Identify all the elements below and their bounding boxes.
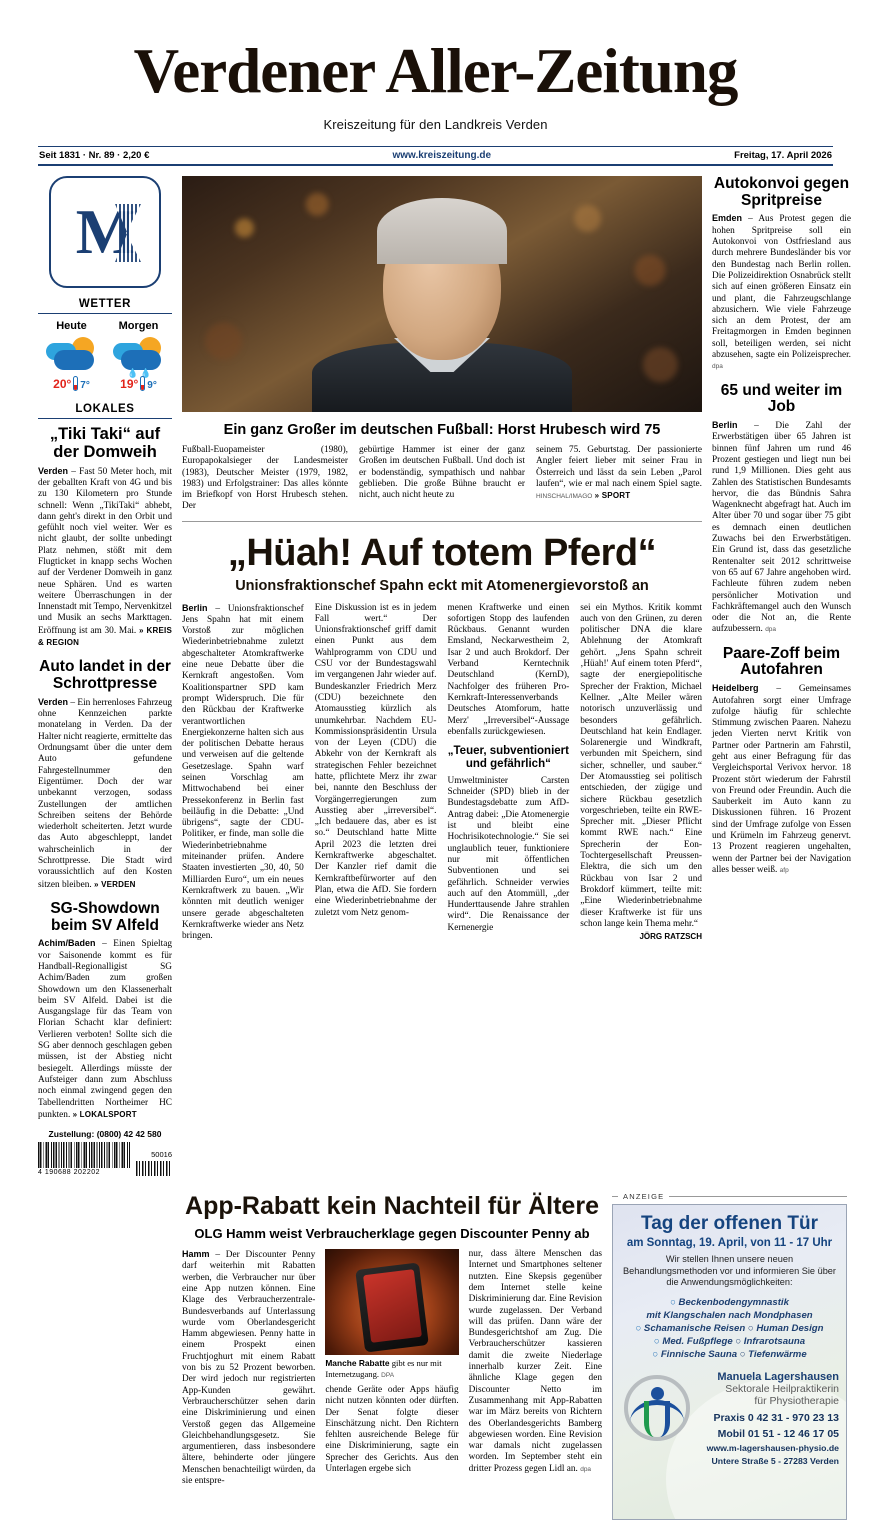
- masthead-divider-bottom: [38, 164, 833, 166]
- caption-bold: Manche Rabatte: [325, 1358, 390, 1369]
- ad-subtitle: am Sonntag, 19. April, von 11 - 17 Uhr: [626, 1237, 833, 1250]
- bullet-icon: ○: [653, 1335, 663, 1347]
- article-sg-showdown[interactable]: [38, 901, 172, 1121]
- mk-logo-letter: M: [75, 196, 135, 267]
- lead-column-body: Eine Diskussion ist es in jedem Fall wert.“ Der Unionsfraktionschef griff damit einen Punkt aus dem Wahlprogramm von CDU und CSU vor der Bundestagswahl im vergangenen Jahr wieder auf. Bundeskanzler Friedrich Merz (CDU) bezeichnete den Atomausstieg kürzlich als unumkehrbar. Nachdem EU-Kommissionspräsidentin Ursula von der Leyen (CDU) die Abkehr von der Kernkraft als strategischen Fehler bezeichnet hatte, pflichtete Merz ihr zwar bei, nannte den Beschluss der Vorgängerregierungen zum Ausstieg aber „irreversibel“. „Ich bedauere das, aber es ist so.“ Deutschland hatte Mitte April 2023 die letzten drei Kernkraftwerke abgeschaltet. Der Kanzler rief damit die Kernkraftbefürworter auf den Plan, etwa die AfD. Sie fordern eine Wiederinbetriebnahme der zuletzt vom Netz genom-: [314, 602, 437, 918]
- lead-byline: JÖRG RATZSCH: [639, 932, 702, 942]
- photo-caption-headline: Ein ganz Großer im deutschen Fußball: Horst Hrubesch wird 75: [223, 422, 661, 438]
- weather-temps: [38, 376, 105, 391]
- weather-row: [38, 320, 172, 391]
- article-credit: dpa: [765, 626, 777, 634]
- lead-column-4: [580, 603, 702, 943]
- bullet-icon: ○: [652, 1348, 661, 1360]
- image-credit: DPA: [381, 1371, 395, 1379]
- article-body: [38, 697, 172, 891]
- cloud-shape-dark: [121, 350, 161, 370]
- caption-text: seinem 75. Geburtstag. Der passionierte Angler feiert lieber mit seiner Frau in Österreich und lässt da sein Leben „Parol laufen“, wie er mal nach einem Spiel sagte.: [536, 445, 702, 489]
- ad-box[interactable]: [612, 1204, 847, 1520]
- ad-service-list: [620, 1296, 839, 1361]
- thermometer-icon: [140, 376, 145, 391]
- bottom-dateline: Hamm: [182, 1249, 210, 1260]
- bullet-icon: ○: [635, 1322, 644, 1334]
- caption-rest: gibt es nur mit Internetzugang.: [325, 1358, 442, 1379]
- article-dateline: Berlin: [712, 420, 738, 431]
- right-sidebar: [712, 176, 851, 1176]
- caption-column: Fußball-Euopameister (1980), Europapokalsieger der Landesmeister (1983), Deutscher Meister (1979, 1982, 1983) und Erfolgstrainer: Das alles könnte im Briefkopf von Horst Hrubesch stehen. Der: [182, 445, 348, 512]
- lead-column-body: menen Kraftwerke und einen sofortigen Stopp des laufenden Rückbaus. Genannt wurden Emsland, Neckarwestheim 2, Isar 2 und auch Brokdorf. Der Verband Kerntechnik Deutschland (KernD), Nachfolger des früheren Pro-Kernkraft-Interessenverbands Deutsches Atomforum, hatte Merz' „Irreversibel“-Aussage ebenfalls zurückgewiesen.: [447, 602, 570, 737]
- lokales-divider: [38, 418, 172, 419]
- mk-logo: [49, 176, 161, 288]
- rain-drops-icon: 💧💧: [127, 368, 154, 378]
- service-label: Schamanische Reisen ○ Human Design: [643, 1322, 824, 1334]
- photo-caption-columns: [182, 445, 702, 513]
- ad-website[interactable]: www.m-lagershausen-physio.de: [706, 1442, 839, 1453]
- article-headline: Auto landet in der Schrottpresse: [39, 658, 171, 693]
- lead-column-1: [182, 603, 304, 943]
- barcode-side: [136, 1161, 172, 1176]
- article-text: – Einen Spieltag vor Saisonende kommt es für Handball-Regionalligist SG Achim/Baden zum großen Showdown um den Klassenerhalt beim SV Alfeld. Dabei ist die Ausgangslage für das Team von Florian Schacht klar definiert: Verlieren verboten! Sollte sich die SG aber dennoch geschlagen geben müssen, ist der Abstieg nicht besiegelt. Allerdings müsste der Aufsteiger dann zum Abschluss noch einmal zwingend gegen den Tabellendritten Northeimer HC punkten.: [38, 939, 172, 1120]
- temp-high: 19°: [120, 376, 139, 391]
- ad-role-line-2: für Physiotherapie: [754, 1395, 839, 1408]
- lead-dateline: Berlin: [182, 602, 208, 613]
- bottom-text: nur, dass ältere Menschen das Internet und Smartphones seltener nutzten. Eine Skepsis gegenüber dem Internet stelle keine Diskriminierung dar. Eine Revision wurde zugelassen. Der Verband will das prüfen. Dann wäre der Bundesgerichtshof am Zug. Die Verbraucherschützer kassieren damit die zweite Niederlage innerhalb kurzer Zeit. Eine ähnliche Klage gegen den Discounter Netto im Zusammenhang mit App-Rabatten war im März bereits von Richtern des Oberlandesgerichts Bamberg abgewiesen worden. Eine Revision war damals nicht zugelassen worden. Im September steht ein dritter Prozess gegen Lidl an.: [468, 1249, 602, 1474]
- weather-day-label: Morgen: [118, 320, 159, 332]
- article-headline: Autokonvoi gegen Spritpreise: [713, 175, 850, 209]
- lead-subheadline: Unionsfraktionschef Spahn eckt mit Atomenergievorstoß an: [235, 577, 649, 594]
- article-body: [38, 938, 172, 1121]
- article-dateline: Emden: [712, 213, 743, 224]
- ad-phone-praxis[interactable]: Praxis 0 42 31 - 970 23 13: [713, 1411, 839, 1424]
- ad-address: Untere Straße 5 - 27283 Verden: [711, 1455, 839, 1466]
- bottom-story-columns: [182, 1249, 602, 1487]
- photo-caption: [325, 1358, 458, 1381]
- cloud-shape-dark: [54, 350, 94, 370]
- lead-headline: „Hüah! Auf totem Pferd“: [227, 531, 657, 574]
- lead-column-body: sei ein Mythos. Kritik kommt auch von den Grünen, zu deren politischer DNA die klare Ablehnung der Atomkraft gehört. „Jens Spahn schreit ‚Hüah!' Auf einem toten Pferd“, sagte der energiepolitische Sprecher der Fraktion, Michael Kellner. „Alte Meiler wären notorisch unzuverlässig und besonders gefährlich. Deutschland hat kein Endlager. Solarenergie und Windkraft, verbunden mit Speichern, sind sicher, schneller, und sauber.“ Der Atomausstieg sei politisch entschieden, der zügige und sichere Rückbau gesetzlich vorgeschrieben, teilte ein RWE-Sprecher mit. „Dieser Pflicht kommt RWE nach.“ Eine Sprecherin der Eon-Tochtergesellschaft Preussen-Elektra, die sich um den Rückbau von Isar 2 und Brokdorf kümmert, teilte mit: „Eine Wiederinbetriebnahme dieser Kraftwerke ist für uns schon lange kein Thema mehr.“: [580, 602, 702, 929]
- article-body: [38, 466, 172, 650]
- photo-ref[interactable]: » SPORT: [594, 491, 631, 501]
- bottom-column-body: [469, 1249, 602, 1475]
- ad-contact-info: [700, 1371, 839, 1466]
- temp-low: 9°: [147, 380, 157, 391]
- barcode-main: [38, 1142, 130, 1168]
- article-text: – Fast 50 Meter hoch, mit der geballten Kraft von 4G und bis zu 130 Kilometern pro Stunde schnell: Wenn „TikiTaki“ abhebt, dann geht's direkt in den Orbit und gefühlt noch viel weiter. Wer es nicht glaubt, der sollte unbedingt Platz nehmen, stößt mit dem Flugticket in knapp sechs Wochen auf der Verdener Domweih in ganz neue Sphären. Und es warten weitere Überraschungen in der Innenstadt mit Tempo, Nervenkitzel und Musik an sechs Markttagen. Eröffnung ist am 30. Mai.: [38, 466, 172, 636]
- lead-column-2: [315, 603, 437, 943]
- article-paare-zoff[interactable]: [712, 646, 851, 877]
- article-autokonvoi[interactable]: [712, 176, 851, 373]
- bullet-icon: ○: [670, 1296, 679, 1308]
- advertisement[interactable]: [612, 1192, 847, 1520]
- ad-service-item: [620, 1296, 839, 1309]
- issue-info: Seit 1831 · Nr. 89 · 2,20 €: [39, 150, 150, 161]
- photo-credit: HINSCHAL/IMAGO: [536, 493, 593, 501]
- article-65-und-weiter[interactable]: [712, 383, 851, 636]
- sun-cloud-rain-icon: [105, 335, 172, 378]
- article-text: – Ein herrenloses Fahrzeug ohne Kennzeichen parkte monatelang in Verden. Da der Halter nicht reagierte, ermittelte das Ordnungsamt über die unter dem Auto gefundene Fahrgestellnummer den Eigentümer. Doch der war unbekannt verzogen, sodass Zustellungen der amtlichen Schreiben seitens der Behörde wiederholt scheiterten. Jetzt wurde das Auto abgeschleppt, landet wahrscheinlich in der Schrottpresse. Die Stadt wird voraussichtlich auf den Kosten sitzen bleiben.: [38, 697, 172, 890]
- sun-cloud-icon: [38, 335, 105, 375]
- article-text: – Gemeinsames Autofahren sorgt einer Umfrage zufolge häufig für schlechte Stimmung zwischen Paaren. Nahezu jeden Vierten nervt Kritik von Partner oder Partnerin am Fahrstil, geht aus einer Befragung für das Vergleichsportal Verivox hervor. 18 Prozent stört wiederum der Fahrstil von Freund oder Freundin. Auch die Sauberkeit im Auto kann zu Diskussionen führen. 16 Prozent sind der Umfrage zufolge von Essen und Krümeln im Fahrzeug genervt. 13 Prozent reagieren ungehalten, wenn der Partner bei der Navigation alles besser weiß.: [712, 684, 851, 875]
- photo-subject-hair: [377, 198, 507, 264]
- article-ref[interactable]: » KREIS & REGION: [38, 625, 172, 648]
- lokales-section-label: LOKALES: [75, 403, 135, 415]
- article-dateline: Verden: [38, 465, 69, 476]
- bottom-subheadline: OLG Hamm weist Verbraucherklage gegen Discounter Penny ab: [194, 1226, 590, 1242]
- weather-tomorrow: [105, 320, 172, 391]
- article-ref[interactable]: » VERDEN: [94, 879, 136, 889]
- article-tiki-taki[interactable]: [38, 426, 172, 649]
- caption-divider: [182, 521, 702, 522]
- hrubesch-photo: [182, 176, 702, 412]
- newspaper-title: Verdener Aller-Zeitung: [133, 36, 738, 106]
- article-headline: 65 und weiter im Job: [720, 381, 843, 416]
- barcode-side-block: [136, 1150, 172, 1176]
- lead-story-columns: [182, 603, 702, 943]
- bottom-column-2: [325, 1249, 458, 1487]
- bottom-column-body: chende Geräte oder Apps häufig nicht nutzen könnten oder dürften. Der Senat folgte dieser Einschätzung nicht. Den Richtern fehlten ausreichende Belege für eine Diskriminierung, sagte ein Sprecher des Gerichts. Aus den Unterlagen ergebe sich: [325, 1384, 459, 1474]
- thermometer-icon: [73, 376, 78, 391]
- article-body: [712, 683, 851, 876]
- penny-story[interactable]: [182, 1192, 602, 1520]
- barcode-side-number: 50016: [151, 1150, 172, 1160]
- ad-service-item: mit Klangschalen nach Mondphasen: [646, 1309, 813, 1321]
- bottom-headline: App-Rabatt kein Nachteil für Ältere: [185, 1192, 599, 1221]
- bottom-column-1: [182, 1249, 315, 1487]
- ad-phone-mobil[interactable]: Mobil 01 51 - 12 46 17 05: [717, 1427, 839, 1440]
- weather-today: [38, 320, 105, 391]
- newspaper-subtitle: Kreiszeitung für den Landkreis Verden: [323, 117, 548, 132]
- smartphone-photo: [325, 1249, 458, 1355]
- article-dateline: Verden: [38, 696, 69, 707]
- temp-low: 7°: [80, 380, 90, 391]
- masthead-info-bar: [38, 147, 833, 164]
- bottom-credit: dpa: [580, 1465, 592, 1473]
- service-label: Med. Fußpflege ○ Infrarotsauna: [662, 1335, 806, 1347]
- barcode-row: [38, 1142, 172, 1176]
- ad-contact-block: [620, 1371, 839, 1466]
- bottom-text: – Der Discounter Penny darf weiterhin mit Rabatten werben, die Verbraucher nur über eine App nutzen können. Eine Klage des Verbraucherzentrale-Bundesverbands auf Unterlassung wurde vom Oberlandesgericht Hamm abgewiesen. Penny hatte in einem Prospekt einen Fruchtjoghurt mit einem Rabatt von bis zu 52 Prozent beworben. Der wird jedoch nur registrierten App-Kunden gewährt. Verbraucherschützer sehen darin eine Diskriminierung und einen Verstoß gegen das Allgemeine Gleichbehandlungsgesetz. Sie argumentieren, dass insbesondere ältere, behinderte oder jüngere Menschen benachteiligt würden, da sie entspre-: [182, 1250, 316, 1487]
- barcode-digits: 4 190688 202202: [38, 1169, 100, 1177]
- ad-service-item: [620, 1348, 839, 1361]
- service-label: Finnische Sauna ○ Tiefenwärme: [660, 1348, 807, 1360]
- service-label: Beckenbodengymnastik: [678, 1296, 789, 1308]
- article-schrottpresse[interactable]: [38, 659, 172, 891]
- article-dateline: Heidelberg: [712, 683, 759, 694]
- article-credit: dpa: [712, 363, 723, 371]
- physio-logo-icon: [620, 1371, 694, 1466]
- weather-day-label: Heute: [56, 320, 87, 332]
- delivery-phone: Zustellung: (0800) 42 42 580: [48, 1129, 162, 1140]
- ad-person-name: Manuela Lagershausen: [717, 1370, 839, 1383]
- lead-text: – Unionsfraktionschef Jens Spahn hat mit einem Vorstoß zur möglichen Wiederinbetriebnahme zuletzt abgeschalteter Atomkraftwerke eine neue Debatte über die Kernkraft angestoßen. Vom Koalitionspartner SPD kam prompt Widerspruch. Die für den Rückbau der Kraftwerke verantwortlichen Energiekonzerne halten sich aus der politischen Debatte heraus und verweisen auf die geltende Gesetzeslage. Spahn warf seinen Vorschlag am Mittwochabend bei einer Pressekonferenz in Berlin fast beiläufig in die Debatte: „Und übrigens“, sagte der CDU-Politiker, er finde, man solle die Wiederinbetriebnahme miteinander prüfen. Andere Staaten investierten „30, 40, 50 Milliarden Euro“, um ein neues Kernkraftwerk zu bauen. „Wir könnten mit deutlich weniger unsere gerade abgeschalteten Kernkraftwerke wieder ans Netz bringen.: [182, 603, 304, 942]
- article-text: – Die Zahl der Erwerbstätigen über 65 Jahren ist binnen fünf Jahren um rund 46 Prozent gestiegen und liegt nun bei rund 1,9 Millionen. Dies geht aus Zahlen des Statistischen Bundesamts hervor, die das Bündnis Sahra Wagenknecht abgefragt hat. Auch im Alter über 70 und sogar über 75 gibt es demnach einen deutlichen Zuwachs bei den Erwerbstätigen. Ein Grund ist, dass das gesetzliche Rentenalter seit 2012 schrittweise von 65 auf 67 Jahre angehoben wird. Fachleute führen zudem neben persönlicher Motivation und Fachkräftemangel auch den Wunsch oder die Not an, die Rente aufzubessern.: [712, 421, 851, 635]
- article-ref[interactable]: » LOKALSPORT: [72, 1109, 137, 1119]
- main-content: [182, 176, 702, 1176]
- bottom-left-spacer: [38, 1192, 172, 1520]
- logo-figure-head: [651, 1387, 664, 1400]
- article-dateline: Achim/Baden: [38, 938, 96, 949]
- article-body: [712, 420, 851, 636]
- masthead: [38, 0, 833, 166]
- ad-role-line-1: Sektorale Heilpraktikerin: [725, 1382, 839, 1395]
- bottom-column-body: [182, 1249, 315, 1487]
- phone-screen-shape: [363, 1270, 422, 1343]
- bottom-column-3: [469, 1249, 602, 1487]
- article-headline: SG-Showdown beim SV Alfeld: [50, 899, 160, 934]
- pullquote-body: Umweltminister Carsten Schneider (SPD) blieb in der Bundestagsdebatte zum AfD-Antrag dabei: „Die Atomenergie ist und bleibt eine Hochrisikotechnologie.“ Sie sei unglaublich teuer, funktioniere nur mit öffentlichen Subventionen und sei gefährlich. Schneider verwies auch auf den Atommüll, „der Hunderttausende Jahre strahlen wird“. Die Renaissance der Kernenergie: [447, 775, 570, 933]
- delivery-barcode-block: [38, 1129, 172, 1176]
- lead-column-body: [182, 603, 304, 943]
- main-grid: [38, 175, 851, 1177]
- article-body: [712, 213, 851, 372]
- logo-figure-legs: [644, 1401, 670, 1437]
- article-text: – Aus Protest gegen die hohen Spritpreise soll ein Autokonvoi von Ostfriesland aus durch mehrere Bundesländer bis vor den Bundestag nach Berlin rollen. Die Polizeidirektion Osnabrück stellt sich auf einen größeren Einsatz ein und plant, die Fahrzeugschlange abzusichern. Wie viele Fahrzeuge sich an dem Protest, der am Freitagmorgen in Emden beginnen soll, beteiligen werden, sei nicht abzusehen, sagte ein Polizeisprecher.: [712, 214, 851, 361]
- article-headline: Paare-Zoff beim Autofahren: [722, 644, 841, 679]
- bottom-section: [38, 1192, 839, 1520]
- caption-column: gebürtige Hammer ist einer der ganz Großen im deutschen Fußball. Und doch ist er bodenständig, sympathisch und nahbar geblieben. Die große Bühne braucht er nicht, auch nicht heute zu: [359, 445, 525, 501]
- weather-section-label: WETTER: [78, 298, 132, 310]
- left-sidebar: [38, 176, 172, 1176]
- publication-date: Freitag, 17. April 2026: [734, 150, 832, 161]
- website-link[interactable]: www.kreiszeitung.de: [392, 150, 492, 161]
- caption-column: [536, 445, 702, 513]
- temp-high: 20°: [53, 376, 72, 391]
- ad-service-item: [620, 1322, 839, 1335]
- article-headline: „Tiki Taki“ auf der Domweih: [49, 425, 161, 461]
- ad-service-item: [620, 1335, 839, 1348]
- article-credit: afp: [779, 866, 789, 874]
- ad-intro: Wir stellen Ihnen unsere neuen Behandlungsmethoden vor und informieren Sie über die Anwendungsmöglichkeiten:: [623, 1254, 836, 1288]
- anzeige-label: ANZEIGE: [612, 1192, 847, 1201]
- weather-divider: [38, 313, 172, 314]
- lead-column-3: [448, 603, 570, 943]
- pullquote-heading: „Teuer, subventioniert und gefährlich“: [447, 745, 569, 770]
- ad-title: Tag der offenen Tür: [641, 1213, 818, 1235]
